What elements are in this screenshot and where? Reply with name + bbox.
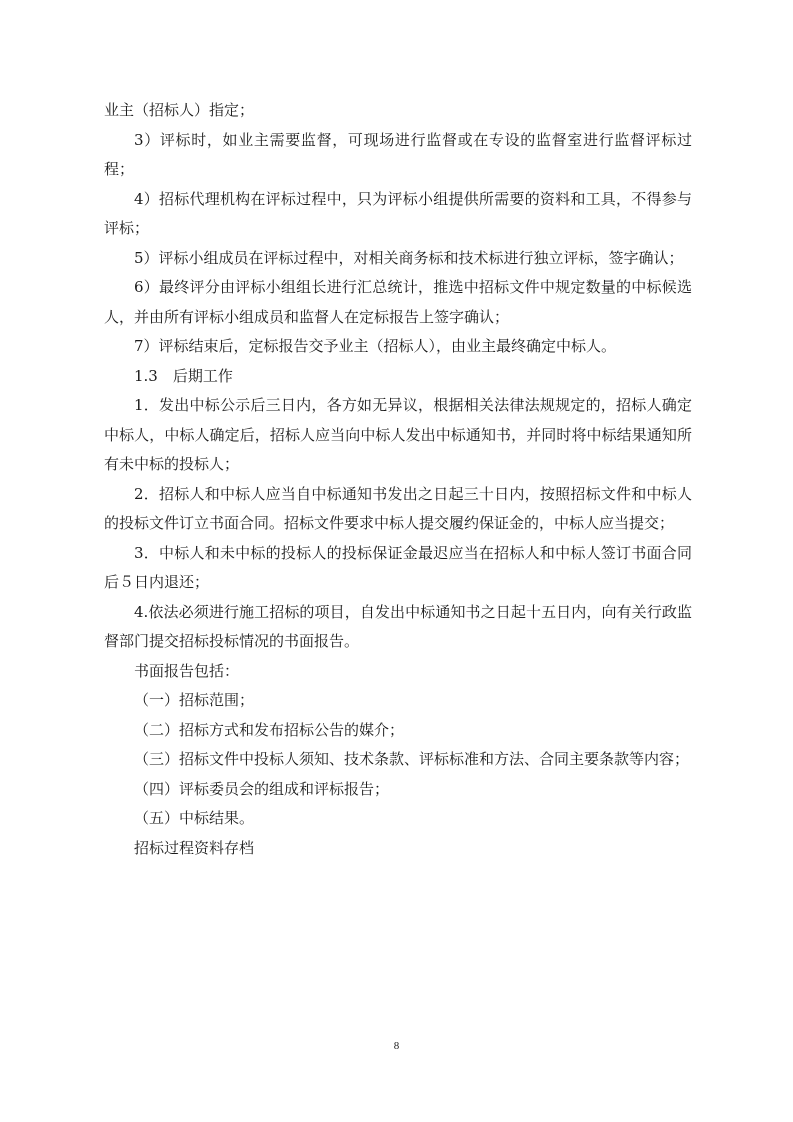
report-item-3: （三）招标文件中投标人须知、技术条款、评标标准和方法、合同主要条款等内容；	[134, 750, 690, 768]
report-item-4: （四）评标委员会的组成和评标报告；	[134, 779, 390, 798]
paragraph-step-3: 3．中标人和未中标的投标人的投标保证金最迟应当在招标人和中标人签订书面合同后５日内退还；	[104, 543, 692, 591]
paragraph-item-4: 4）招标代理机构在评标过程中，只为评标小组提供所需要的资料和工具，不得参与评标；	[104, 189, 692, 237]
section-heading: 1.3 后期工作	[134, 366, 233, 385]
document-body	[104, 96, 692, 863]
report-item-1: （一）招标范围；	[134, 691, 255, 709]
report-item-2: （二）招标方式和发布招标公告的媒介；	[134, 720, 405, 739]
paragraph-item-6: 6）最终评分由评标小组组长进行汇总统计，推选中招标文件中规定数量的中标候选人，并由所有评标小组成员和监督人在定标报告上签字确认；	[104, 278, 692, 326]
report-item-5: （五）中标结果。	[134, 809, 255, 827]
paragraph-item-5: 5）评标小组成员在评标过程中，对相关商务标和技术标进行独立评标，签字确认；	[134, 248, 684, 267]
paragraph-item-7: 7）评标结束后，定标报告交予业主（招标人），由业主最终确定中标人。	[134, 337, 617, 355]
paragraph-step-1: 1．发出中标公示后三日内，各方如无异议，根据相关法律法规规定的，招标人确定中标人，中标人确定后，招标人应当向中标人发出中标通知书，并同时将中标结果通知所有未中标的投标人；	[104, 396, 692, 473]
report-intro: 书面报告包括：	[134, 661, 240, 680]
paragraph-continuation: 业主（招标人）指定；	[104, 101, 255, 119]
paragraph-item-3: 3）评标时，如业主需要监督，可现场进行监督或在专设的监督室进行监督评标过程；	[104, 130, 692, 178]
paragraph-step-4: 4.依法必须进行施工招标的项目，自发出中标通知书之日起十五日内，向有关行政监督部门提交招标投标情况的书面报告。	[104, 602, 692, 650]
archive-heading: 招标过程资料存档	[134, 838, 255, 857]
page-number: 8	[393, 1040, 400, 1052]
paragraph-step-2: 2．招标人和中标人应当自中标通知书发出之日起三十日内，按照招标文件和中标人的投标文件订立书面合同。招标文件要求中标人提交履约保证金的，中标人应当提交；	[104, 484, 692, 532]
